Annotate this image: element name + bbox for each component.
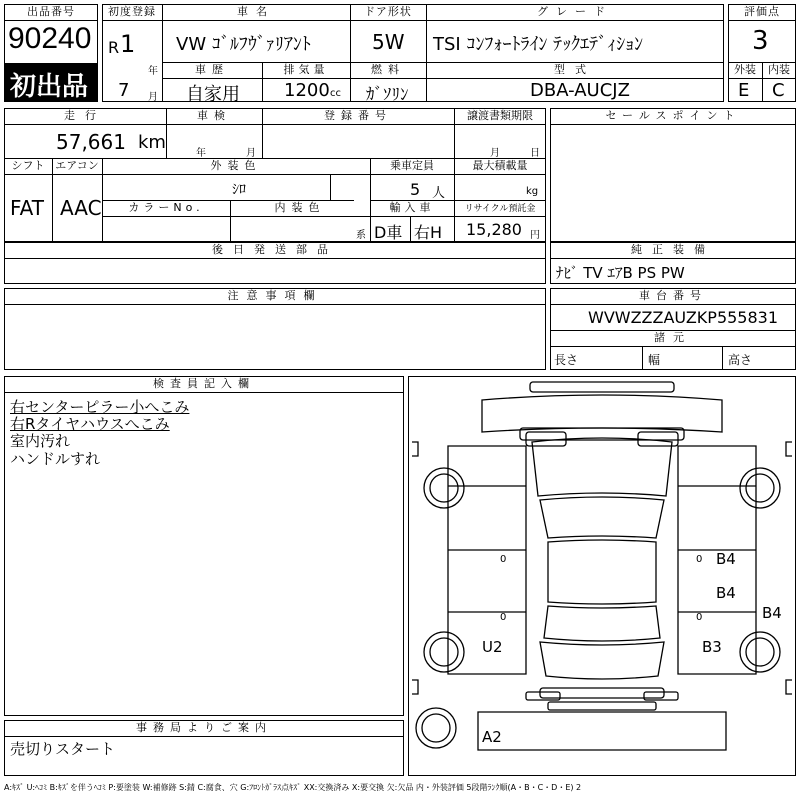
svg-text:0: 0 bbox=[500, 612, 507, 623]
equip-label: 純正装備 bbox=[631, 243, 715, 256]
length-label: 長さ bbox=[554, 353, 579, 367]
reg-month: 7 bbox=[118, 80, 130, 101]
reg-label: 初度登録 bbox=[108, 5, 156, 18]
color-no-label: カラーNo. bbox=[128, 201, 204, 214]
load-label: 最大積載量 bbox=[472, 159, 528, 172]
fuel-label: 燃料 bbox=[371, 63, 405, 76]
office-value: 売切りスタート bbox=[10, 740, 116, 758]
name-label: 車名 bbox=[237, 5, 275, 18]
damage-mark: B4 bbox=[716, 550, 736, 568]
inspection-label: 車検 bbox=[197, 109, 231, 122]
parts-label: 後日発送部品 bbox=[212, 243, 338, 256]
car-diagram bbox=[408, 376, 796, 776]
damage-mark: B4 bbox=[716, 584, 736, 602]
info-grid bbox=[4, 108, 546, 242]
capacity-value: 5 bbox=[410, 180, 421, 199]
sales-points-label: セールスポイント bbox=[605, 109, 741, 122]
spec-label: 諸元 bbox=[654, 331, 692, 344]
lot-label: 出品番号 bbox=[27, 5, 75, 18]
reg-year-unit: 年 bbox=[148, 66, 158, 77]
exterior-label: 外装 bbox=[734, 63, 756, 76]
equip-value: ﾅﾋﾞ TV ｴｱB PS PW bbox=[556, 264, 685, 282]
svg-text:0: 0 bbox=[500, 554, 507, 565]
displacement-label: 排気量 bbox=[283, 63, 329, 76]
reg-year: 1 bbox=[120, 30, 136, 58]
name-value: VW ｺﾞﾙﾌｳﾞｧﾘｱﾝﾄ bbox=[176, 34, 311, 55]
ac-value: AAC bbox=[60, 196, 102, 220]
sales-points-box bbox=[550, 108, 796, 242]
displacement-unit: cc bbox=[330, 88, 341, 99]
capacity-unit: 人 bbox=[432, 186, 446, 201]
history-value: 自家用 bbox=[186, 84, 240, 105]
damage-mark: A2 bbox=[482, 728, 502, 746]
notes-label: 注意事項欄 bbox=[227, 289, 323, 302]
exterior-grade: E bbox=[738, 80, 750, 101]
lot-number: 90240 bbox=[8, 22, 92, 55]
width-label: 幅 bbox=[648, 353, 661, 367]
door-label: ドア形状 bbox=[364, 5, 412, 18]
damage-mark: U2 bbox=[482, 638, 503, 656]
recycle-label: リサイクル預託金 bbox=[464, 204, 536, 214]
capacity-label: 乗車定員 bbox=[390, 159, 434, 172]
import-label: 輸入車 bbox=[389, 201, 435, 214]
transfer-month-unit: 月 bbox=[490, 148, 500, 159]
height-label: 高さ bbox=[728, 353, 753, 367]
import-value-1: D車 bbox=[374, 223, 403, 242]
door-value: 5W bbox=[372, 30, 405, 54]
reg-month-unit: 月 bbox=[148, 92, 158, 103]
shift-label: シフト bbox=[11, 159, 45, 172]
plate-label: 登録番号 bbox=[324, 109, 392, 122]
chassis-value: WVWZZZAUZKP555831 bbox=[588, 308, 779, 327]
grade-label: グレード bbox=[537, 5, 613, 18]
color-label: 外装色 bbox=[210, 159, 262, 172]
transfer-day-unit: 日 bbox=[530, 148, 540, 159]
damage-mark: B4 bbox=[762, 604, 782, 622]
score-label: 評価点 bbox=[744, 5, 780, 18]
inspection-month-unit: 月 bbox=[246, 148, 256, 159]
interior-color-label: 内装色 bbox=[274, 201, 326, 214]
mileage-unit: km bbox=[138, 132, 166, 153]
shift-value: FAT bbox=[10, 196, 45, 220]
inspection-year-unit: 年 bbox=[196, 148, 206, 159]
office-label: 事務局よりご案内 bbox=[136, 721, 272, 734]
reg-era: R bbox=[108, 38, 120, 57]
interior-label: 内装 bbox=[768, 63, 790, 76]
fuel-value: ｶﾞｿﾘﾝ bbox=[366, 85, 409, 105]
inspector-label: 検査員記入欄 bbox=[153, 377, 255, 390]
displacement-value: 1200 bbox=[284, 80, 330, 101]
interior-grade: C bbox=[772, 80, 785, 101]
transfer-label: 譲渡書類期限 bbox=[467, 109, 533, 122]
load-unit: kg bbox=[526, 186, 539, 197]
chassis-label: 車台番号 bbox=[639, 289, 707, 302]
inspector-line: 室内汚れ bbox=[10, 432, 71, 450]
recycle-unit: 円 bbox=[530, 230, 540, 241]
score-value: 3 bbox=[752, 26, 769, 56]
inspector-line: 右Rタイヤハウスへこみ bbox=[10, 415, 170, 433]
color-value: ｼﾛ bbox=[232, 182, 246, 198]
model-value: DBA-AUCJZ bbox=[530, 80, 630, 101]
svg-text:0: 0 bbox=[696, 554, 703, 565]
legend: A:ｷｽﾞ U:ﾍｺﾐ B:ｷｽﾞを伴うﾍｺﾐ P:要塗装 W:補修跡 S:錆 C:腐食、穴 G:ﾌﾛﾝﾄｶﾞﾗｽ点ｷｽﾞ XX:交換済み X:要交換 欠:欠品 内・外装評価 5段階ﾗﾝｸ順(A・B・C・D・E) 2 bbox=[4, 783, 582, 792]
inspector-line: ハンドルすれ bbox=[10, 450, 101, 468]
svg-text:0: 0 bbox=[696, 612, 703, 623]
history-label: 車歴 bbox=[195, 63, 229, 76]
interior-color-unit: 系 bbox=[356, 230, 366, 241]
import-value-2: 右H bbox=[414, 223, 443, 242]
ac-label: エアコン bbox=[55, 159, 99, 172]
model-label: 型式 bbox=[554, 63, 596, 76]
mileage-label: 走行 bbox=[64, 109, 106, 122]
first-listing-text: 初出品 bbox=[10, 72, 89, 102]
damage-mark: B3 bbox=[702, 638, 722, 656]
mileage-value: 57,661 bbox=[56, 130, 126, 154]
grade-value: TSI ｺﾝﾌｫｰﾄﾗｲﾝ ﾃｯｸｴﾃﾞｨｼｮﾝ bbox=[433, 34, 644, 55]
recycle-value: 15,280 bbox=[466, 220, 522, 239]
inspector-line: 右センターピラー小へこみ bbox=[10, 398, 190, 416]
